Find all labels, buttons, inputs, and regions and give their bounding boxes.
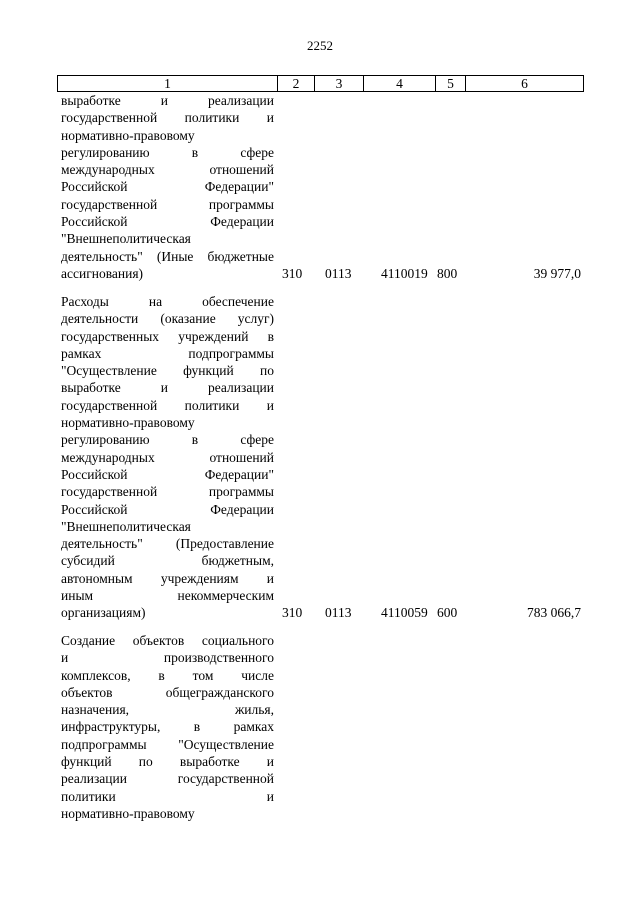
- row-description: [61, 293, 274, 622]
- row-col-2: 310: [282, 266, 303, 281]
- header-col-5: 5: [435, 76, 465, 91]
- description-line: политики и: [61, 788, 274, 804]
- row-description: [61, 92, 274, 282]
- description-line: "Внешнеполитическая: [61, 518, 191, 534]
- description-line: назначения, жилья,: [61, 702, 274, 718]
- description-line: международных отношений: [61, 162, 274, 178]
- description-line: регулированию в сфере: [61, 432, 274, 448]
- description-line: международных отношений: [61, 449, 274, 465]
- description-line: Расходы на обеспечение: [61, 294, 274, 309]
- header-col-1: 1: [164, 76, 171, 91]
- description-line: регулированию в сфере: [61, 144, 274, 160]
- header-col-4: 4: [363, 76, 435, 91]
- description-line: автономным учреждениям и: [61, 570, 274, 586]
- description-line: Российской Федерации": [61, 179, 274, 195]
- description-line: инфраструктуры, в рамках: [61, 719, 274, 735]
- header-col-3: 3: [314, 76, 363, 91]
- row-col-5: 600: [437, 605, 458, 621]
- description-line: Российской Федерации: [61, 501, 274, 517]
- description-line: деятельность" (Иные бюджетные: [61, 248, 274, 264]
- description-line: подпрограммы "Осуществление: [61, 736, 274, 752]
- row-col-2: 310: [282, 605, 303, 621]
- description-line: и производственного: [61, 650, 274, 666]
- description-line: "Внешнеполитическая: [61, 231, 191, 247]
- row-col-6: 39 977,0: [533, 266, 581, 281]
- description-line: организациям): [61, 605, 146, 621]
- table-header-row: [57, 75, 584, 92]
- header-col-2: 2: [277, 76, 314, 91]
- description-line: объектов общегражданского: [61, 684, 274, 700]
- description-line: государственной политики и: [61, 397, 274, 413]
- description-line: государственной программы: [61, 484, 274, 500]
- description-line: нормативно-правовому: [61, 127, 195, 143]
- header-col-6: 6: [465, 76, 583, 91]
- description-line: нормативно-правовому: [61, 415, 195, 431]
- description-line: комплексов, в том числе: [61, 667, 274, 683]
- row-description: [61, 632, 274, 822]
- description-line: государственной политики и: [61, 110, 274, 126]
- description-line: Создание объектов социального: [61, 633, 274, 648]
- description-line: реализации государственной: [61, 771, 274, 787]
- description-line: функций по выработке и: [61, 754, 274, 770]
- description-line: ассигнования): [61, 265, 144, 281]
- row-col-4: 4110019: [381, 266, 428, 281]
- page-number: 2252: [307, 38, 333, 53]
- description-line: Российской Федерации: [61, 214, 274, 230]
- row-col-3: 0113: [325, 266, 352, 281]
- description-line: выработке и реализации: [61, 380, 274, 396]
- description-line: "Осуществление функций по: [61, 363, 274, 379]
- description-line: государственных учреждений в: [61, 328, 274, 344]
- description-line: рамках подпрограммы: [61, 345, 274, 361]
- description-line: деятельность" (Предоставление: [61, 536, 274, 552]
- description-line: деятельности (оказание услуг): [61, 311, 274, 327]
- description-line: государственной программы: [61, 196, 274, 212]
- description-line: иным некоммерческим: [61, 588, 274, 604]
- row-col-4: 4110059: [381, 605, 428, 621]
- row-col-6: 783 066,7: [527, 605, 581, 621]
- description-line: нормативно-правовому: [61, 805, 195, 821]
- row-col-5: 800: [437, 266, 458, 281]
- row-col-3: 0113: [325, 605, 352, 621]
- description-line: Российской Федерации": [61, 466, 274, 482]
- description-line: выработке и реализации: [61, 93, 274, 108]
- description-line: субсидий бюджетным,: [61, 553, 274, 569]
